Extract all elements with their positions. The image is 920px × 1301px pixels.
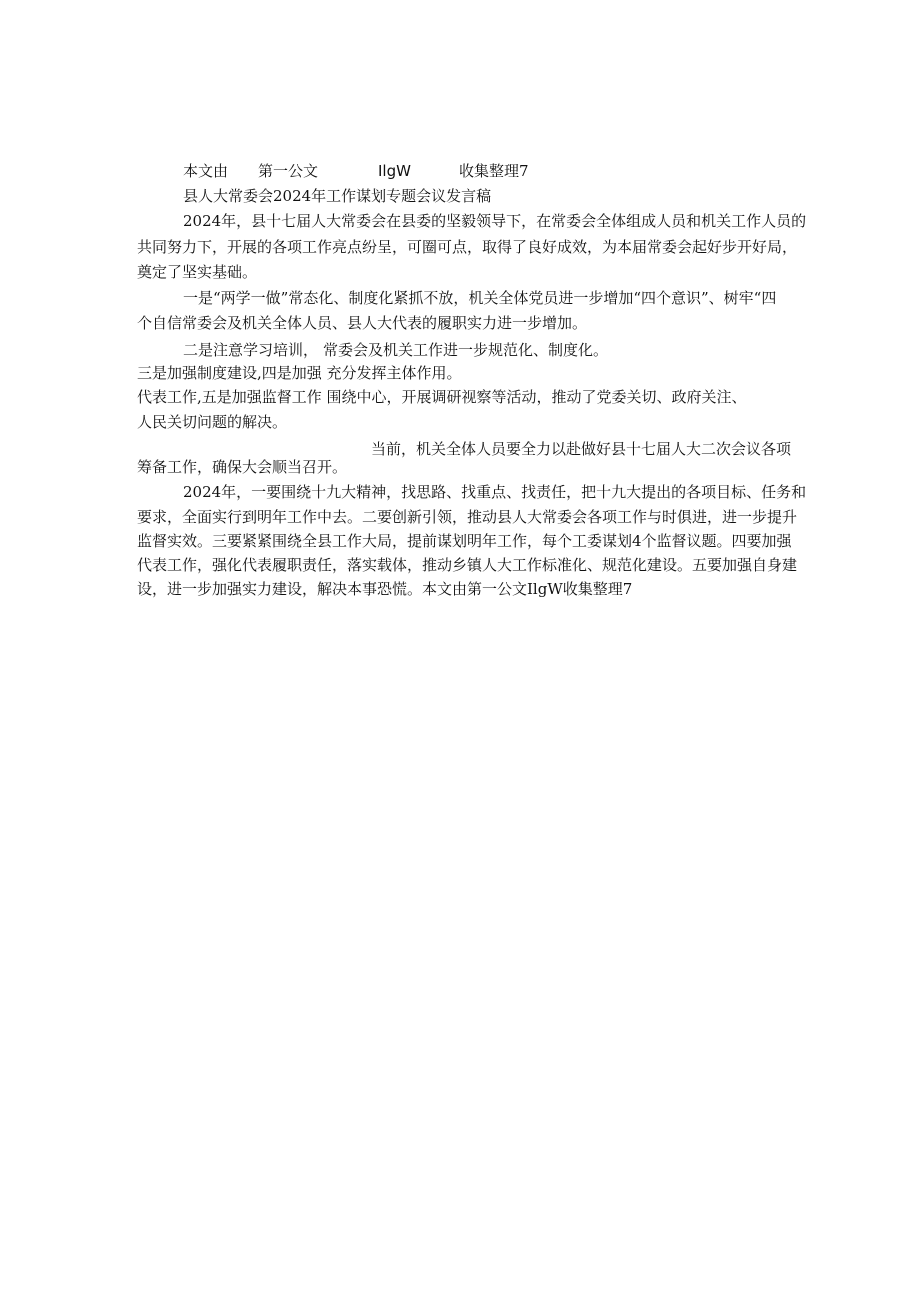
- paragraph-5-line-2: 人民关切问题的解决。: [137, 413, 288, 431]
- paragraph-3-part-1: 二是注意学习培训，: [183, 341, 319, 359]
- paragraph-1-line-2: 共同努力下，开展的各项工作亮点纷呈，可圈可点，取得了良好成效，为本届常委会起好步开好局，: [137, 238, 798, 256]
- paragraph-1-line-3: 奠定了坚实基础。: [137, 263, 258, 281]
- paragraph-2-line-2: 个自信常委会及机关全体人员、县人大代表的履职实力进一步增加。: [137, 314, 588, 332]
- paragraph-7-line-3: 监督实效。三要紧紧围绕全县工作大局，提前谋划明年工作，每个工委谋划4个监督议题。四要加强: [137, 532, 792, 550]
- header-source-prefix: 本文由: [183, 162, 229, 180]
- paragraph-3-part-2: 常委会及机关工作进一步规范化、制度化。: [323, 341, 609, 359]
- paragraph-7-line-1: 2024年，一要围绕十九大精神，找思路、找重点、找责任，把十九大提出的各项目标、任务和: [183, 483, 807, 501]
- header-source-name: 第一公文: [258, 162, 319, 180]
- header-source-code: IlgW: [378, 162, 411, 180]
- header-collected: 收集整理7: [459, 162, 529, 180]
- paragraph-7-line-2: 要求，全面实行到明年工作中去。二要创新引领，推动县人大常委会各项工作与时俱进，进一步提升: [137, 508, 798, 526]
- paragraph-2-line-1: 一是“两学一做”常态化、制度化紧抓不放，机关全体党员进一步增加“四个意识”、树牢“四: [183, 289, 777, 307]
- paragraph-6-line-2: 筹备工作，确保大会顺当召开。: [137, 458, 348, 476]
- paragraph-1-line-1: 2024年，县十七届人大常委会在县委的坚毅领导下，在常委会全体组成人员和机关工作人员的: [183, 212, 807, 230]
- paragraph-7-line-4: 代表工作，强化代表履职责任，落实载体，推动乡镇人大工作标准化、规范化建设。五要加强自身建: [137, 556, 798, 574]
- paragraph-4: 三是加强制度建设,四是加强 充分发挥主体作用。: [137, 364, 462, 382]
- document-title: 县人大常委会2024年工作谋划专题会议发言稿: [183, 187, 492, 205]
- paragraph-7-line-5: 设，进一步加强实力建设，解决本事恐慌。本文由第一公文IlgW收集整理7: [137, 580, 633, 598]
- paragraph-5-line-1: 代表工作,五是加强监督工作 围绕中心，开展调研视察等活动，推动了党委关切、政府关注、: [137, 388, 747, 406]
- paragraph-6-line-1: 当前，机关全体人员要全力以赴做好县十七届人大二次会议各项: [371, 440, 792, 458]
